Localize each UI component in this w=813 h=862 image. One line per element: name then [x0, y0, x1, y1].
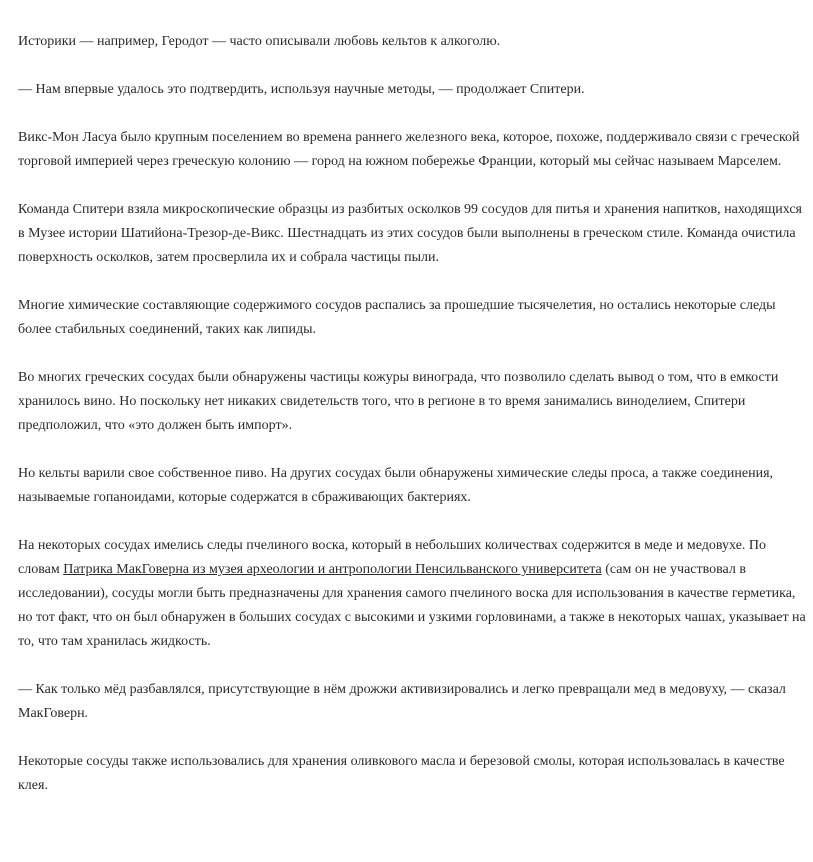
- paragraph-beeswax: [18, 534, 808, 654]
- cut-off-text: [18, 0, 99, 5]
- paragraph-compounds: Многие химические составляющие содержимого сосудов распались за прошедшие тысячелетия, но остались некоторые следы более стабильных соединений, таких как липиды.: [18, 298, 776, 337]
- beeswax-text-before: На некоторых сосудах имелись следы пчелиного воска, который в небольших количествах содержится в меде и медовухе. По словам: [18, 538, 767, 577]
- mcgovern-link[interactable]: Патрика МакГоверна из музея археологии и антропологии Пенсильванского университета: [63, 562, 602, 577]
- paragraph-olive-oil: Некоторые сосуды также использовались для хранения оливкового масла и березовой смолы, которая использовалась в качестве клея.: [18, 754, 785, 793]
- article-body: [18, 0, 808, 822]
- paragraph-herodotus: Историки — например, Геродот — часто описывали любовь кельтов к алкоголю.: [18, 34, 501, 49]
- paragraph-wine: Во многих греческих сосудах были обнаружены частицы кожуры винограда, что позволило сделать вывод о том, что в емкости хранилось вино. Но поскольку нет никаких свидетельств того, что в регионе в то время занимались виноделием, Спитери предположил, что «это должен быть импорт».: [18, 370, 779, 433]
- paragraph-mead-quote: — Как только мёд разбавлялся, присутствующие в нём дрожжи активизировались и легко превращали мед в медовуху, — сказал МакГоверн.: [18, 682, 786, 721]
- paragraph-beer: Но кельты варили свое собственное пиво. На других сосудах были обнаружены химические следы проса, а также соединения, называемые гопаноидами, которые содержатся в сбраживающих бактериях.: [18, 466, 774, 505]
- paragraph-spiteri-quote: — Нам впервые удалось это подтвердить, используя научные методы, — продолжает Спитери.: [18, 82, 585, 97]
- paragraph-samples: Команда Спитери взяла микроскопические образцы из разбитых осколков 99 сосудов для питья и хранения напитков, находящихся в Музее истории Шатийона-Трезор-де-Викс. Шестнадцать из этих сосудов были выполнены в греческом стиле. Команда очистила поверхность осколков, затем просверлила их и собрала частицы пыли.: [18, 202, 802, 265]
- paragraph-vix: Викс-Мон Ласуа было крупным поселением во времена раннего железного века, которое, похоже, поддерживало связи с греческой торговой империей через греческую колонию — город на южном побережье Франции, который мы сейчас называем Марселем.: [18, 130, 800, 169]
- beeswax-text-after: (сам он не участвовал в исследовании), сосуды могли быть предназначены для хранения самого пчелиного воска для использования в качестве герметика, но тот факт, что он был обнаружен в больших сосудах с высокими и узкими горловинами, а также в некоторых чашах, указывает на то, что там хранилась жидкость.: [18, 562, 806, 649]
